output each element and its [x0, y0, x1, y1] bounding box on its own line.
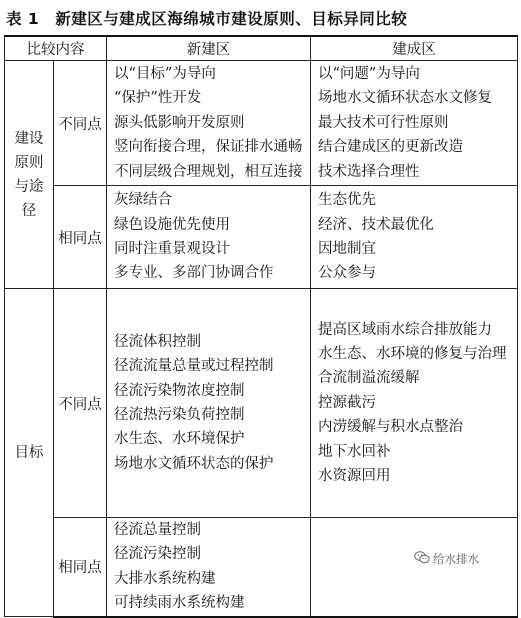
comparison-table	[4, 35, 518, 618]
list-item: 竖向衔接合理，保证排水通畅	[114, 139, 303, 156]
wechat-icon	[414, 551, 430, 567]
cropped-next-line	[0, 572, 521, 580]
list-item: 合流制溢流缓解	[318, 370, 420, 387]
list-item: 径流污染物浓度控制	[114, 382, 245, 399]
list-item: 技术选择合理性	[318, 163, 420, 180]
list-item: 以“问题”为导向	[318, 65, 420, 82]
list-item: 场地水文循环状态水文修复	[318, 90, 492, 107]
table-number: 表 1	[6, 10, 40, 28]
list-item: 生态优先	[318, 192, 376, 209]
new-area-cell	[107, 186, 311, 289]
built-area-cell	[311, 289, 518, 518]
list-item: 大排水系统构建	[114, 570, 216, 587]
built-area-cell	[311, 61, 518, 186]
table-row	[5, 186, 518, 289]
list-item: 内涝缓解与积水点整治	[318, 419, 463, 436]
header-built-area: 建成区	[311, 36, 518, 61]
watermark-text: 给水排水	[433, 552, 479, 566]
list-item: 水资源回用	[318, 468, 391, 485]
similarity-label: 相同点	[54, 518, 107, 617]
difference-label: 不同点	[54, 289, 107, 518]
wechat-icon-graphic	[414, 551, 430, 564]
list-item: 以“目标”为导向	[114, 65, 216, 82]
list-item: 公众参与	[318, 265, 376, 282]
table-row	[5, 289, 518, 518]
list-item: 场地水文循环状态的保护	[114, 455, 274, 472]
table-caption: 新建区与建成区海绵城市建设原则、目标异同比较	[55, 10, 408, 28]
list-item: 源头低影响开发原则	[114, 114, 245, 131]
watermark	[414, 551, 479, 567]
difference-label: 不同点	[54, 61, 107, 186]
list-item: 灰绿结合	[114, 192, 172, 209]
list-item: 径流体积控制	[114, 333, 201, 350]
built-area-cell	[311, 186, 518, 289]
header-new-area: 新建区	[107, 36, 311, 61]
list-item: 因地制宜	[318, 241, 376, 257]
list-item: 经济、技术最优化	[318, 216, 434, 233]
table-header-row	[5, 36, 518, 61]
list-item: 多专业、多部门协调合作	[114, 265, 274, 282]
category-principles	[5, 61, 54, 289]
similarity-label: 相同点	[54, 186, 107, 289]
header-compare: 比较内容	[5, 36, 107, 61]
list-item: “保护”性开发	[114, 90, 202, 107]
list-item: 径流热污染负荷控制	[114, 407, 245, 423]
list-item: 水生态、水环境的修复与治理	[318, 345, 507, 362]
new-area-cell	[107, 61, 311, 186]
list-item: 地下水回补	[318, 443, 391, 460]
list-item: 径流总量控制	[114, 522, 201, 538]
list-item: 结合建成区的更新改造	[318, 139, 463, 156]
list-item: 径流流量总量或过程控制	[114, 358, 274, 375]
list-item: 控源截污	[318, 394, 376, 411]
list-item: 绿色设施优先使用	[114, 216, 230, 233]
table-title	[6, 7, 407, 29]
new-area-cell	[107, 289, 311, 518]
list-item: 同时注重景观设计	[114, 241, 230, 257]
list-item: 可持续雨水系统构建	[114, 595, 245, 612]
list-item: 提高区域雨水综合排放能力	[318, 321, 492, 338]
list-item: 水生态、水环境保护	[114, 431, 245, 448]
category-goals: 目标	[5, 289, 54, 617]
table-row	[5, 61, 518, 186]
built-area-cell	[311, 518, 518, 617]
new-area-cell	[107, 518, 311, 617]
list-item: 不同层级合理规划，相互连接	[114, 163, 303, 180]
list-item: 最大技术可行性原则	[318, 114, 449, 131]
category-principles-label: 建设原则与途径	[14, 130, 44, 219]
list-item: 径流污染控制	[114, 546, 201, 563]
table-row	[5, 518, 518, 617]
